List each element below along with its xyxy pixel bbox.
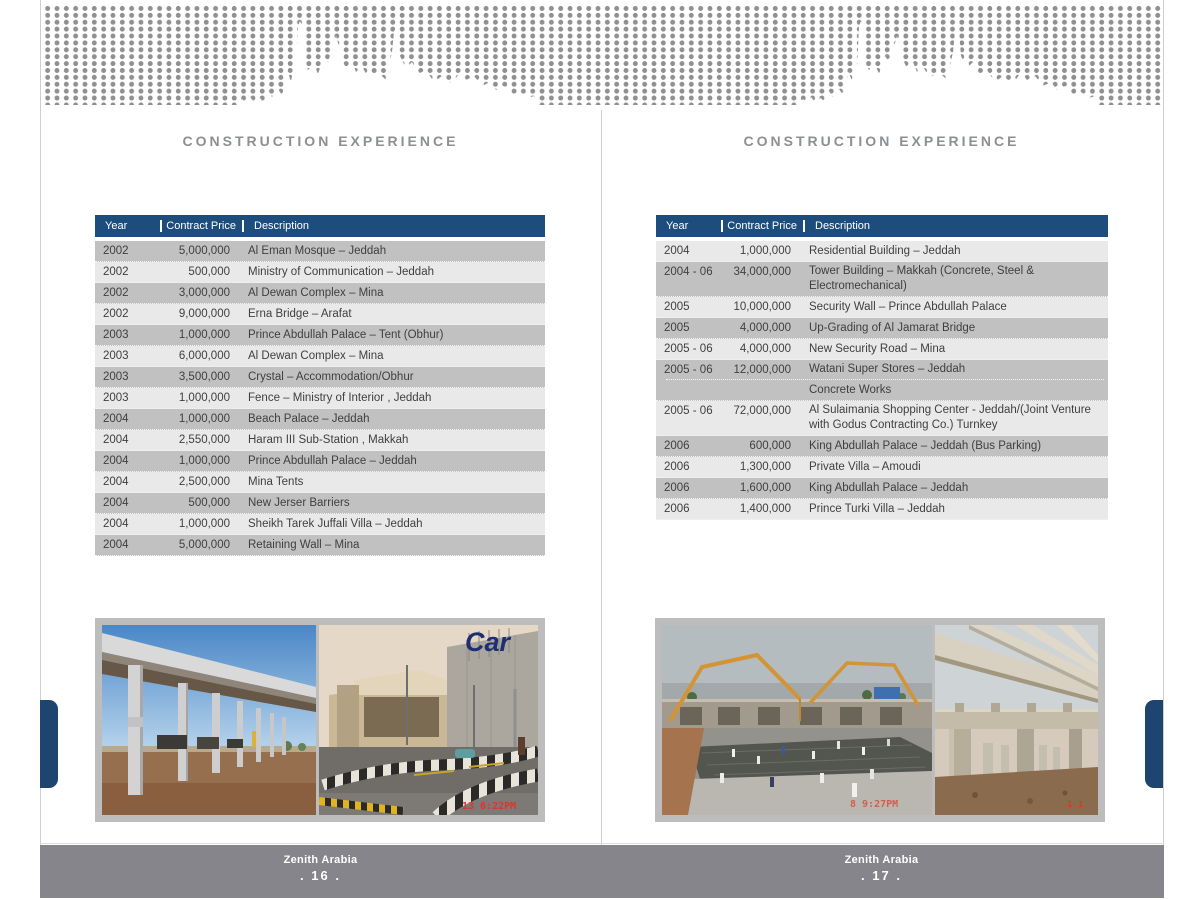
year-cell: 2003 [103, 329, 129, 341]
price-cell: 4,000,000 [739, 343, 791, 355]
table-row [656, 318, 1108, 339]
price-cell: 500,000 [188, 497, 230, 509]
table-row [95, 367, 545, 388]
price-cell: 34,000,000 [733, 266, 791, 278]
price-cell: 1,000,000 [739, 245, 791, 257]
description-cell: Prince Abdullah Palace – Jeddah [248, 454, 417, 467]
description-cell: King Abdullah Palace – Jeddah (Bus Parking) [809, 439, 1042, 452]
footer-separator-line [40, 843, 1164, 844]
year-cell: 2004 [103, 476, 129, 488]
page-number: . 16 . [300, 868, 341, 883]
year-cell: 2002 [103, 287, 129, 299]
skyline-cutout-left [238, 10, 538, 106]
mall-sign-text: Car [465, 627, 511, 657]
parking-canopy-photo [102, 625, 316, 815]
table-row [95, 325, 545, 346]
description-cell: Al Dewan Complex – Mina [248, 349, 384, 362]
price-cell: 2,500,000 [178, 476, 230, 488]
year-cell: 2006 [664, 461, 690, 473]
center-page-divider [601, 110, 602, 845]
year-cell: 2006 [664, 482, 690, 494]
year-cell: 2003 [103, 371, 129, 383]
year-cell: 2005 [664, 322, 690, 334]
year-cell: 2006 [664, 503, 690, 515]
photo-panel-right [655, 618, 1105, 822]
bridge-girders-photo [935, 625, 1098, 815]
brand-name: Zenith Arabia [844, 854, 919, 866]
price-cell: 500,000 [188, 266, 230, 278]
year-column-header: Year [105, 220, 128, 232]
left-page-title: CONSTRUCTION EXPERIENCE [182, 133, 459, 149]
price-cell: 3,000,000 [178, 287, 230, 299]
contract-price-column-header: Contract Price [160, 220, 242, 232]
year-cell: 2004 [103, 413, 129, 425]
description-cell: Haram III Sub-Station , Makkah [248, 433, 409, 446]
description-cell: Residential Building – Jeddah [809, 244, 961, 257]
brand-name: Zenith Arabia [283, 854, 358, 866]
table-header [95, 215, 545, 237]
concrete-pour-photo [662, 625, 932, 815]
description-cell: New Security Road – Mina [809, 342, 946, 355]
description-cell: Retaining Wall – Mina [248, 538, 360, 551]
price-cell: 1,000,000 [178, 413, 230, 425]
description-cell: Crystal – Accommodation/Obhur [248, 370, 414, 383]
description-cell: Private Villa – Amoudi [809, 460, 921, 473]
price-cell: 600,000 [749, 440, 791, 452]
description-cell: Tower Building – Makkah (Concrete, Steel & Electromechanical) [809, 265, 1034, 292]
table-row [95, 514, 545, 535]
description-cell: Prince Turki Villa – Jeddah [809, 502, 945, 515]
description-cell: King Abdullah Palace – Jeddah [809, 481, 969, 494]
right-page-title: CONSTRUCTION EXPERIENCE [743, 133, 1020, 149]
year-cell: 2004 [103, 434, 129, 446]
footer-bar [40, 845, 1164, 898]
table-header [656, 215, 1108, 237]
price-cell: 3,500,000 [178, 371, 230, 383]
price-cell: 1,400,000 [739, 503, 791, 515]
year-cell: 2002 [103, 245, 129, 257]
right-page-edge-line [1163, 0, 1164, 845]
photo-timestamp: 1 1 [1067, 800, 1084, 810]
year-cell: 2004 [103, 497, 129, 509]
year-cell: 2003 [103, 350, 129, 362]
price-cell: 1,000,000 [178, 329, 230, 341]
description-cell: Ministry of Communication – Jeddah [248, 265, 434, 278]
page-number: . 17 . [861, 868, 902, 883]
table-row [656, 360, 1108, 401]
description-cell: Sheikh Tarek Juffali Villa – Jeddah [248, 517, 423, 530]
table-row [656, 297, 1108, 318]
description-column-header: Description [803, 220, 1108, 232]
price-cell: 1,000,000 [178, 392, 230, 404]
description-cell: Al Eman Mosque – Jeddah [248, 244, 387, 257]
table-row [95, 283, 545, 304]
photo-timestamp: 13 6:22PM [462, 801, 517, 812]
year-cell: 2005 - 06 [664, 405, 713, 417]
left-edge-tab [40, 700, 58, 788]
description-column-header: Description [242, 220, 545, 232]
description-cell: Up-Grading of Al Jamarat Bridge [809, 321, 976, 334]
table-row [656, 436, 1108, 457]
year-cell: 2003 [103, 392, 129, 404]
price-cell: 72,000,000 [733, 405, 791, 417]
description-cell: Prince Abdullah Palace – Tent (Obhur) [248, 328, 444, 341]
construction-experience-table-right [656, 215, 1108, 520]
halftone-dot-band [42, 4, 1163, 105]
description-cell: Fence – Ministry of Interior , Jeddah [248, 391, 432, 404]
footer-left-page [40, 845, 601, 898]
table-row [95, 472, 545, 493]
table-row [656, 339, 1108, 360]
price-cell: 6,000,000 [178, 350, 230, 362]
table-row [95, 409, 545, 430]
table-row [95, 241, 545, 262]
year-cell: 2005 [664, 301, 690, 313]
description-cell: Al Sulaimania Shopping Center - Jeddah/(Joint Venture with Godus Contracting Co.) Turnkey [809, 404, 1091, 431]
table-row [95, 430, 545, 451]
year-cell: 2004 [103, 518, 129, 530]
carrefour-mall-photo [319, 625, 538, 815]
description-cell: Beach Palace – Jeddah [248, 412, 370, 425]
contract-price-column-header: Contract Price [721, 220, 803, 232]
year-cell: 2004 [103, 455, 129, 467]
table-row [95, 388, 545, 409]
description-cell: Watani Super Stores – Jeddah Concrete Works [799, 360, 1108, 400]
price-cell: 4,000,000 [739, 322, 791, 334]
skyline-cutout-right [799, 10, 1099, 106]
price-cell: 1,000,000 [178, 455, 230, 467]
price-cell: 1,300,000 [739, 461, 791, 473]
price-cell: 1,000,000 [178, 518, 230, 530]
table-row [656, 401, 1108, 436]
year-column-header: Year [666, 220, 689, 232]
year-cell: 2004 [103, 539, 129, 551]
description-cell: Mina Tents [248, 475, 304, 488]
price-cell: 5,000,000 [178, 539, 230, 551]
year-cell: 2005 - 06 [664, 364, 713, 376]
footer-right-page [601, 845, 1162, 898]
table-row [656, 262, 1108, 297]
table-row [656, 478, 1108, 499]
photo-timestamp: 8 9:27PM [850, 799, 899, 810]
table-row [95, 346, 545, 367]
table-row [95, 304, 545, 325]
price-cell: 10,000,000 [733, 301, 791, 313]
table-row [95, 451, 545, 472]
table-row [95, 535, 545, 556]
construction-experience-table-left [95, 215, 545, 556]
price-cell: 2,550,000 [178, 434, 230, 446]
table-row [656, 241, 1108, 262]
description-cell: New Jerser Barriers [248, 496, 350, 509]
table-body [656, 241, 1108, 520]
year-cell: 2004 - 06 [664, 266, 713, 278]
description-cell: Al Dewan Complex – Mina [248, 286, 384, 299]
table-row [656, 457, 1108, 478]
table-row [95, 262, 545, 283]
price-cell: 9,000,000 [178, 308, 230, 320]
price-cell: 12,000,000 [733, 364, 791, 376]
year-cell: 2004 [664, 245, 690, 257]
description-cell: Security Wall – Prince Abdullah Palace [809, 300, 1007, 313]
price-cell: 5,000,000 [178, 245, 230, 257]
year-cell: 2005 - 06 [664, 343, 713, 355]
year-cell: 2002 [103, 308, 129, 320]
table-row [656, 499, 1108, 520]
photo-panel-left [95, 618, 545, 822]
year-cell: 2006 [664, 440, 690, 452]
description-cell: Erna Bridge – Arafat [248, 307, 352, 320]
price-cell: 1,600,000 [739, 482, 791, 494]
year-cell: 2002 [103, 266, 129, 278]
table-row [95, 493, 545, 514]
right-edge-tab [1145, 700, 1163, 788]
table-body [95, 241, 545, 556]
